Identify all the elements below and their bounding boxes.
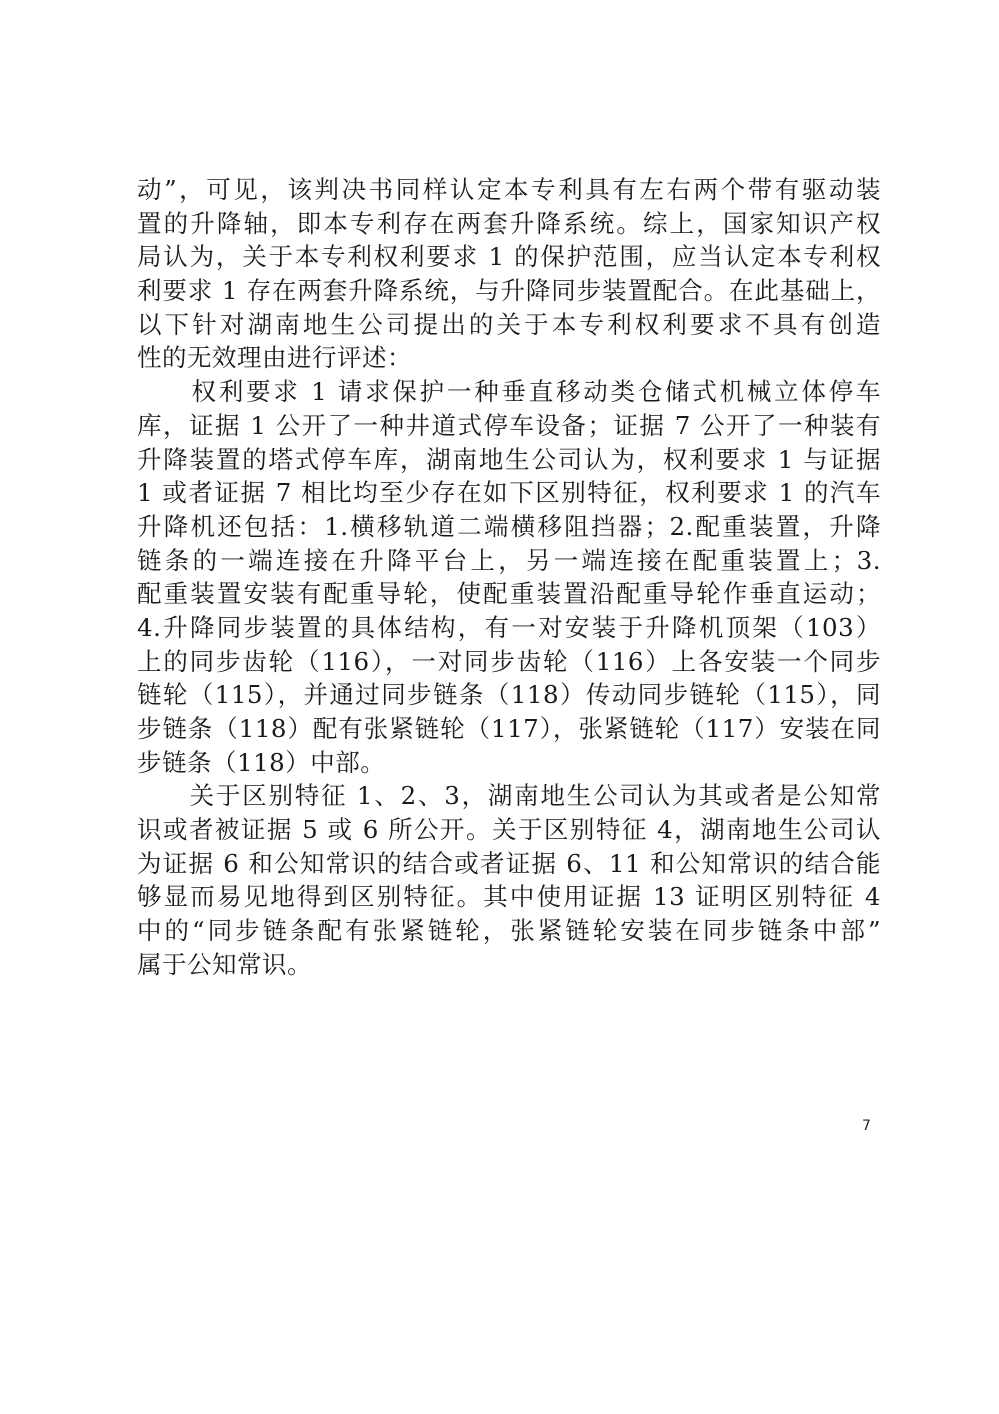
text-line: 中的“同步链条配有张紧链轮，张紧链轮安装在同步链条中部” (137, 916, 881, 946)
text-line: 动”，可见，该判决书同样认定本专利具有左右两个带有驱动装 (137, 175, 881, 204)
text-line: 属于公知常识。 (137, 949, 312, 979)
text-line: 升降装置的塔式停车库，湖南地生公司认为，权利要求 1 与证据 (137, 444, 881, 474)
document-body (137, 173, 881, 982)
text-line: 以下针对湖南地生公司提出的关于本专利权利要求不具有创造 (137, 309, 881, 339)
text-line: 为证据 6 和公知常识的结合或者证据 6、11 和公知常识的结合能 (137, 848, 881, 878)
text-line: 关于区别特征 1、2、3，湖南地生公司认为其或者是公知常 (137, 781, 881, 811)
page-number: 7 (862, 1118, 871, 1134)
text-line: 库，证据 1 公开了一种井道式停车设备；证据 7 公开了一种装有 (137, 410, 881, 440)
text-line: 升降机还包括：1.横移轨道二端横移阻挡器；2.配重装置，升降 (137, 511, 881, 541)
text-line: 配重装置安装有配重导轮，使配重装置沿配重导轮作垂直运动； (137, 579, 881, 609)
text-line: 4.升降同步装置的具体结构，有一对安装于升降机顶架（103） (137, 612, 881, 642)
text-line: 步链条（118）配有张紧链轮（117），张紧链轮（117）安装在同 (137, 714, 881, 743)
text-line: 链轮（115），并通过同步链条（118）传动同步链轮（115），同 (137, 680, 881, 710)
text-line: 权利要求 1 请求保护一种垂直移动类仓储式机械立体停车 (137, 377, 881, 407)
text-line: 识或者被证据 5 或 6 所公开。关于区别特征 4，湖南地生公司认 (137, 815, 881, 845)
text-line: 步链条（118）中部。 (137, 747, 386, 777)
paragraph-3 (137, 779, 881, 981)
paragraph-2 (137, 375, 881, 779)
text-line: 1 或者证据 7 相比均至少存在如下区别特征，权利要求 1 的汽车 (137, 478, 881, 508)
text-line: 上的同步齿轮（116），一对同步齿轮（116）上各安装一个同步 (137, 646, 881, 676)
text-line: 局认为，关于本专利权利要求 1 的保护范围，应当认定本专利权 (137, 242, 881, 272)
text-line: 链条的一端连接在升降平台上，另一端连接在配重装置上；3. (137, 545, 881, 575)
text-line: 性的无效理由进行评述： (137, 343, 412, 373)
paragraph-1 (137, 173, 881, 375)
text-line: 够显而易见地得到区别特征。其中使用证据 13 证明区别特征 4 (137, 882, 881, 912)
text-line: 利要求 1 存在两套升降系统，与升降同步装置配合。在此基础上， (137, 276, 881, 306)
text-line: 置的升降轴，即本专利存在两套升降系统。综上，国家知识产权 (137, 208, 881, 238)
